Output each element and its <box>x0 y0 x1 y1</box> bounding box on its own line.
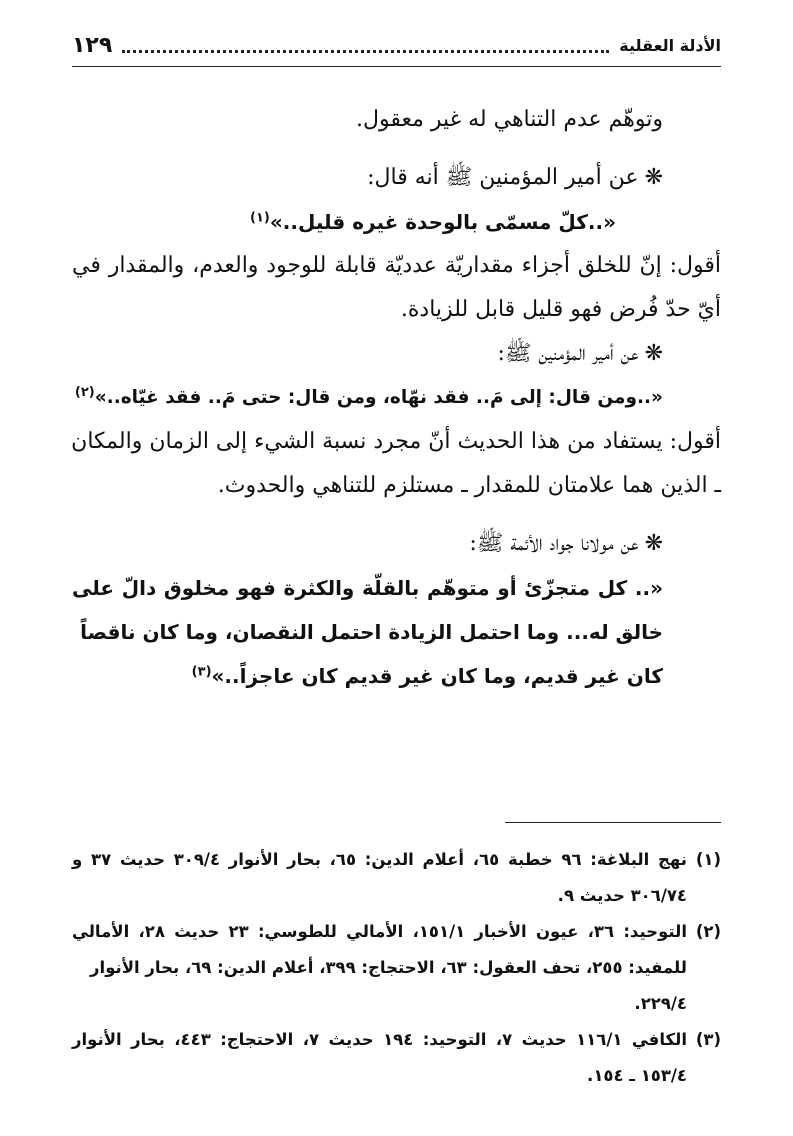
commentary-line: أقول: يستفاد من هذا الحديث أنّ مجرد نسبة الشيء إلى الزمان والمكان <box>71 429 721 454</box>
footnote-mark: (٣) <box>695 1030 721 1049</box>
commentary-line: أقول: إنّ للخلق أجزاء مقداريّة عدديّة قابلة للوجود والعدم، والمقدار في <box>72 253 721 278</box>
footnote-text: نهج البلاغة: ٩٦ خطبة ٦٥، أعلام الدين: ٦٥، بحار الأنوار ٣٠٩/٤ حديث ٣٧ و <box>72 850 687 869</box>
hadith-quote-line <box>72 654 721 698</box>
dot-leader <box>122 38 609 53</box>
hadith-quote <box>72 376 721 420</box>
header-rule <box>72 66 721 67</box>
quote-text: كان غير قديم، وما كان غير قديم كان عاجزاً..» <box>211 664 663 688</box>
hadith-intro-text: عن أمير المؤمنين ﷺ أنه قال: <box>367 165 639 190</box>
hadith-intro <box>72 522 721 566</box>
footnote <box>72 1022 721 1094</box>
quote-text: «..كلّ مسمّى بالوحدة غيره قليل..» <box>269 210 616 234</box>
footnote-text: التوحيد: ٣٦، عيون الأخبار ١٥١/١، الأمالي للطوسي: ٢٣ حديث ٢٨، الأمالي <box>72 922 688 941</box>
hadith-intro <box>72 332 721 376</box>
quote-text: «..ومن قال: إلى مَ.. فقد نهّاه، ومن قال: حتى مَ.. فقد غيّاه..» <box>94 387 663 408</box>
page-header <box>72 28 721 62</box>
hadith-intro-text: عن مولانا جواد الأئمة ﷺ: <box>469 531 639 556</box>
hadith-intro <box>72 156 721 200</box>
footnote-mark: (١) <box>695 850 721 869</box>
hadith-quote-line: «.. كل متجزّئ أو متوهّم بالقلّة والكثرة فهو مخلوق دالّ على <box>72 576 663 600</box>
footnote-text: للمفيد: ٢٥٥، تحف العقول: ٦٣، الاحتجاج: ٣٩٩، أعلام الدين: ٦٩، بحار الأنوار <box>90 958 687 977</box>
footnote-ref: (٣) <box>191 664 212 680</box>
text-line: وتوهّم عدم التناهي له غير معقول. <box>355 107 663 132</box>
hadith-quote <box>72 200 721 244</box>
footnote <box>72 914 721 1022</box>
footnote-separator <box>505 822 721 823</box>
footnote-mark: (٢) <box>695 922 721 941</box>
page-number: ١٢٩ <box>72 32 113 58</box>
footnote-text: ٢٢٩/٤. <box>634 994 687 1013</box>
commentary-line: ـ الذين هما علامتان للمقدار ـ مستلزم للتناهي والحدوث. <box>217 473 721 498</box>
footnote-text: الكافي ١١٦/١ حديث ٧، التوحيد: ١٩٤ حديث ٧، الاحتجاج: ٤٤٣، بحار الأنوار <box>72 1030 687 1049</box>
asterism-icon: ❋ <box>644 165 663 190</box>
running-title: الأدلة العقلية <box>619 35 721 55</box>
footnote-text: ١٥٣/٤ ـ ١٥٤. <box>587 1066 687 1085</box>
footnote-ref: (٢) <box>74 384 95 400</box>
hadith-quote-line: خالق له... وما احتمل الزيادة احتمل النقصان، وما كان ناقصاً <box>80 620 663 644</box>
book-page <box>72 0 721 1136</box>
commentary-line: أيّ حدّ فُرض فهو قليل قابل للزيادة. <box>400 297 721 322</box>
footnote-text: ٣٠٦/٧٤ حديث ٩. <box>557 886 687 905</box>
asterism-icon: ❋ <box>644 341 663 366</box>
footnote <box>72 842 721 914</box>
footnotes <box>72 842 721 1094</box>
main-text <box>72 98 721 698</box>
footnote-ref: (١) <box>250 210 270 226</box>
asterism-icon: ❋ <box>644 531 663 556</box>
hadith-intro-text: عن أمير المؤمنين ﷺ: <box>497 341 639 366</box>
